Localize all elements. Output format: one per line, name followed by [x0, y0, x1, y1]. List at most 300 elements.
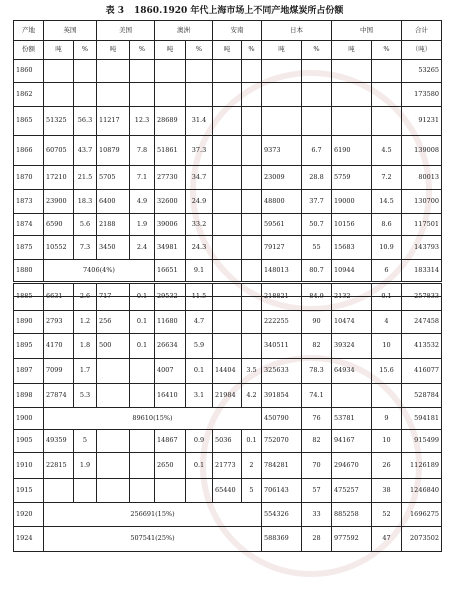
- cell-year: 1924: [14, 527, 44, 552]
- cell-total: 1696275: [402, 503, 442, 527]
- cell-an-p: 2: [242, 453, 262, 479]
- table-row: [14, 503, 442, 527]
- cell-us-p: 12.3: [130, 107, 155, 136]
- cell-jp-p: 28.8: [302, 166, 332, 190]
- cell-au-t: 39006: [155, 214, 186, 236]
- cell-an-p: [242, 236, 262, 260]
- cell-au-t: 4007: [155, 359, 186, 384]
- cell-uk-t: 6590: [44, 214, 74, 236]
- unit-uk-pct: %: [74, 41, 97, 60]
- cell-au-p: [186, 83, 213, 107]
- cell-an-t: [213, 107, 242, 136]
- table-title: 1860.1920 年代上海市场上不同产地煤炭所占份额: [134, 6, 344, 16]
- cell-cn-p: 0.1: [372, 283, 402, 311]
- cell-au-p: 37.3: [186, 136, 213, 166]
- cell-us-p: 7.1: [130, 166, 155, 190]
- cell-us-p: 0.1: [130, 283, 155, 311]
- cell-uk-t: 2793: [44, 311, 74, 334]
- cell-an-p: 3.5: [242, 359, 262, 384]
- cell-jp-t: [262, 60, 302, 83]
- cell-jp-t: 706143: [262, 479, 302, 503]
- cell-uk-p: 18.3: [74, 190, 97, 214]
- cell-uk-p: 43.7: [74, 136, 97, 166]
- cell-cn-p: [372, 107, 402, 136]
- cell-au-p: 9.1: [186, 260, 213, 283]
- cell-an-t: [213, 190, 242, 214]
- cell-total: 257833: [402, 283, 442, 311]
- cell-us-t: 2188: [97, 214, 130, 236]
- table-row: [14, 527, 442, 552]
- cell-uk-p: 1.8: [74, 334, 97, 359]
- cell-us-p: 0.1: [130, 334, 155, 359]
- cell-an-p: [242, 190, 262, 214]
- cell-us-t: 5705: [97, 166, 130, 190]
- cell-uk-p: 5.3: [74, 384, 97, 408]
- header-annam: 安南: [213, 21, 262, 41]
- cell-cn-t: 6190: [332, 136, 372, 166]
- cell-year: 1910: [14, 453, 44, 479]
- cell-jp-t: 48800: [262, 190, 302, 214]
- cell-cn-t: 475257: [332, 479, 372, 503]
- cell-jp-t: 752070: [262, 430, 302, 453]
- cell-jp-t: 23009: [262, 166, 302, 190]
- cell-cn-t: 15683: [332, 236, 372, 260]
- header-us: 美国: [97, 21, 155, 41]
- cell-an-p: [242, 260, 262, 283]
- cell-an-t: 21773: [213, 453, 242, 479]
- cell-an-t: [213, 334, 242, 359]
- cell-us-t: 500: [97, 334, 130, 359]
- cell-jp-p: 33: [302, 503, 332, 527]
- cell-cn-t: 977592: [332, 527, 372, 552]
- unit-us-tons: 吨: [97, 41, 130, 60]
- unit-cn-tons: 吨: [332, 41, 372, 60]
- cell-au-p: 33.2: [186, 214, 213, 236]
- cell-an-t: [213, 214, 242, 236]
- cell-uk-t: [44, 60, 74, 83]
- unit-au-pct: %: [186, 41, 213, 60]
- cell-an-p: [242, 214, 262, 236]
- cell-an-t: [213, 136, 242, 166]
- cell-cn-t: [332, 107, 372, 136]
- table-row: [14, 260, 442, 283]
- cell-year: 1860: [14, 60, 44, 83]
- cell-year: 1895: [14, 334, 44, 359]
- header-china: 中国: [332, 21, 402, 41]
- cell-uk-p: 2.6: [74, 283, 97, 311]
- table-row: [14, 359, 442, 384]
- cell-an-t: [213, 166, 242, 190]
- cell-cn-t: 10156: [332, 214, 372, 236]
- table-caption: [0, 3, 449, 16]
- cell-year: 1862: [14, 83, 44, 107]
- cell-jp-p: 6.7: [302, 136, 332, 166]
- unit-an-tons: 吨: [213, 41, 242, 60]
- cell-au-p: [186, 60, 213, 83]
- cell-cn-p: 10: [372, 334, 402, 359]
- cell-an-p: [242, 60, 262, 83]
- cell-jp-p: 84.9: [302, 283, 332, 311]
- cell-us-t: 717: [97, 283, 130, 311]
- cell-total: 143793: [402, 236, 442, 260]
- cell-cn-t: [332, 60, 372, 83]
- cell-jp-t: 325633: [262, 359, 302, 384]
- cell-uk-t: 23900: [44, 190, 74, 214]
- cell-au-t: 14867: [155, 430, 186, 453]
- cell-year: 1873: [14, 190, 44, 214]
- table-row: [14, 136, 442, 166]
- cell-au-p: 0.1: [186, 453, 213, 479]
- cell-year: 1885: [14, 283, 44, 311]
- cell-cn-t: [332, 83, 372, 107]
- cell-us-p: [130, 430, 155, 453]
- cell-an-p: 0.1: [242, 430, 262, 453]
- unit-an-pct: %: [242, 41, 262, 60]
- table-row: [14, 236, 442, 260]
- cell-jp-t: 588369: [262, 527, 302, 552]
- cell-total: 139008: [402, 136, 442, 166]
- cell-au-t: [155, 60, 186, 83]
- cell-us-p: [130, 479, 155, 503]
- cell-us-t: [97, 60, 130, 83]
- cell-us-p: 7.8: [130, 136, 155, 166]
- cell-an-t: [213, 83, 242, 107]
- cell-jp-t: 59561: [262, 214, 302, 236]
- cell-us-t: 10879: [97, 136, 130, 166]
- cell-uk-p: 5.6: [74, 214, 97, 236]
- table-row: [14, 430, 442, 453]
- cell-uk-t: 7099: [44, 359, 74, 384]
- cell-an-p: [242, 83, 262, 107]
- cell-us-p: 4.9: [130, 190, 155, 214]
- cell-uk-t: 6631: [44, 283, 74, 311]
- cell-an-p: [242, 107, 262, 136]
- cell-uk-t: 22815: [44, 453, 74, 479]
- unit-au-tons: 吨: [155, 41, 186, 60]
- cell-an-t: 21984: [213, 384, 242, 408]
- cell-uk-t: [44, 83, 74, 107]
- cell-us-t: [97, 83, 130, 107]
- cell-an-p: 5: [242, 479, 262, 503]
- cell-jp-t: 218821: [262, 283, 302, 311]
- cell-an-t: 5036: [213, 430, 242, 453]
- cell-au-t: 11680: [155, 311, 186, 334]
- cell-total: 247458: [402, 311, 442, 334]
- cell-year: 1900: [14, 408, 44, 430]
- header-origin: 产地: [14, 21, 44, 41]
- cell-au-t: 34981: [155, 236, 186, 260]
- cell-jp-p: 78.3: [302, 359, 332, 384]
- cell-jp-t: 222255: [262, 311, 302, 334]
- cell-jp-t: 784281: [262, 453, 302, 479]
- cell-jp-t: 79127: [262, 236, 302, 260]
- table-number: 表 3: [105, 6, 125, 16]
- cell-au-p: [186, 479, 213, 503]
- cell-us-p: 1.9: [130, 214, 155, 236]
- cell-uk-p: 1.7: [74, 359, 97, 384]
- header-row: [14, 21, 442, 41]
- table-row: [14, 453, 442, 479]
- cell-cn-t: 19000: [332, 190, 372, 214]
- cell-us-t: 11217: [97, 107, 130, 136]
- cell-cn-t: 53781: [332, 408, 372, 430]
- cell-span5: 89610(15%): [44, 408, 262, 430]
- cell-uk-t: [44, 479, 74, 503]
- unit-jp-pct: %: [302, 41, 332, 60]
- cell-cn-p: 14.5: [372, 190, 402, 214]
- cell-total: 1246840: [402, 479, 442, 503]
- cell-au-p: 31.4: [186, 107, 213, 136]
- cell-uk-p: 7.3: [74, 236, 97, 260]
- cell-year: 1898: [14, 384, 44, 408]
- cell-cn-t: 10944: [332, 260, 372, 283]
- cell-an-p: 4.2: [242, 384, 262, 408]
- cell-us-t: 6400: [97, 190, 130, 214]
- cell-au-p: 11.5: [186, 283, 213, 311]
- cell-year: 1890: [14, 311, 44, 334]
- cell-au-t: 32600: [155, 190, 186, 214]
- table-row: [14, 60, 442, 83]
- cell-au-t: 16651: [155, 260, 186, 283]
- cell-uk-t: 10552: [44, 236, 74, 260]
- cell-year: 1897: [14, 359, 44, 384]
- cell-cn-t: 5759: [332, 166, 372, 190]
- cell-an-t: [213, 60, 242, 83]
- cell-total: 130700: [402, 190, 442, 214]
- cell-uk-p: [74, 60, 97, 83]
- table-row: [14, 384, 442, 408]
- cell-total: 594181: [402, 408, 442, 430]
- cell-an-t: 65440: [213, 479, 242, 503]
- cell-us-t: 3450: [97, 236, 130, 260]
- cell-jp-p: 55: [302, 236, 332, 260]
- cell-uk-p: 1.2: [74, 311, 97, 334]
- cell-an-t: 14404: [213, 359, 242, 384]
- cell-uk-t: 17210: [44, 166, 74, 190]
- cell-uk-p: 56.3: [74, 107, 97, 136]
- cell-au-t: 29532: [155, 283, 186, 311]
- cell-au-p: 4.7: [186, 311, 213, 334]
- cell-cn-t: 94167: [332, 430, 372, 453]
- cell-jp-p: [302, 83, 332, 107]
- cell-au-t: [155, 83, 186, 107]
- cell-an-p: [242, 136, 262, 166]
- cell-an-p: [242, 334, 262, 359]
- cell-us-t: [97, 359, 130, 384]
- cell-span4: 507541(25%): [44, 527, 262, 552]
- cell-an-t: [213, 260, 242, 283]
- coal-share-table: [13, 20, 442, 552]
- table-split-line: [13, 296, 441, 297]
- cell-us-p: [130, 384, 155, 408]
- cell-cn-p: 15.6: [372, 359, 402, 384]
- table-row: [14, 166, 442, 190]
- cell-au-t: 51861: [155, 136, 186, 166]
- table-row: [14, 334, 442, 359]
- cell-uk-t: 27874: [44, 384, 74, 408]
- cell-span4: 256691(15%): [44, 503, 262, 527]
- unit-jp-tons: 吨: [262, 41, 302, 60]
- cell-us-p: [130, 453, 155, 479]
- cell-total: 1126189: [402, 453, 442, 479]
- table-row: [14, 408, 442, 430]
- cell-total: 117501: [402, 214, 442, 236]
- unit-cn-pct: %: [372, 41, 402, 60]
- unit-us-pct: %: [130, 41, 155, 60]
- table-row: [14, 83, 442, 107]
- cell-uk-p: 1.9: [74, 453, 97, 479]
- cell-cn-t: 64934: [332, 359, 372, 384]
- cell-cn-p: 9: [372, 408, 402, 430]
- cell-year: 1875: [14, 236, 44, 260]
- cell-cn-t: 885258: [332, 503, 372, 527]
- cell-uk-t: 4170: [44, 334, 74, 359]
- cell-cn-t: [332, 384, 372, 408]
- cell-uk-t: 60705: [44, 136, 74, 166]
- unit-share: 份额: [14, 41, 44, 60]
- cell-an-t: [213, 311, 242, 334]
- cell-jp-p: 70: [302, 453, 332, 479]
- cell-jp-p: 76: [302, 408, 332, 430]
- cell-cn-t: 294670: [332, 453, 372, 479]
- cell-jp-p: 74.1: [302, 384, 332, 408]
- cell-cn-p: 8.6: [372, 214, 402, 236]
- header-uk: 英国: [44, 21, 97, 41]
- cell-ukus: 7406(4%): [44, 260, 155, 283]
- cell-total: 173580: [402, 83, 442, 107]
- cell-au-t: [155, 479, 186, 503]
- cell-cn-p: [372, 384, 402, 408]
- table-row: [14, 214, 442, 236]
- cell-au-t: 16410: [155, 384, 186, 408]
- cell-au-p: 5.9: [186, 334, 213, 359]
- cell-au-p: 24.9: [186, 190, 213, 214]
- cell-jp-t: 148013: [262, 260, 302, 283]
- cell-cn-p: [372, 60, 402, 83]
- cell-jp-t: 391854: [262, 384, 302, 408]
- table-row: [14, 311, 442, 334]
- cell-year: 1866: [14, 136, 44, 166]
- cell-uk-t: 51325: [44, 107, 74, 136]
- cell-jp-t: 450790: [262, 408, 302, 430]
- cell-cn-p: 52: [372, 503, 402, 527]
- cell-jp-t: 9373: [262, 136, 302, 166]
- cell-uk-p: [74, 83, 97, 107]
- cell-jp-t: 340511: [262, 334, 302, 359]
- cell-au-t: 26634: [155, 334, 186, 359]
- cell-us-t: 256: [97, 311, 130, 334]
- cell-year: 1865: [14, 107, 44, 136]
- cell-total: 183314: [402, 260, 442, 283]
- cell-year: 1920: [14, 503, 44, 527]
- unit-total: （吨）: [402, 41, 442, 60]
- cell-jp-p: 82: [302, 430, 332, 453]
- cell-au-p: 34.7: [186, 166, 213, 190]
- table-row: [14, 107, 442, 136]
- cell-total: 413532: [402, 334, 442, 359]
- cell-au-p: 0.1: [186, 359, 213, 384]
- cell-au-p: 0.9: [186, 430, 213, 453]
- cell-cn-p: 4.5: [372, 136, 402, 166]
- cell-jp-p: 37.7: [302, 190, 332, 214]
- cell-au-p: 24.3: [186, 236, 213, 260]
- cell-cn-p: 26: [372, 453, 402, 479]
- cell-cn-p: 6: [372, 260, 402, 283]
- cell-au-t: 2650: [155, 453, 186, 479]
- cell-total: 53265: [402, 60, 442, 83]
- unit-row: [14, 41, 442, 60]
- cell-jp-p: 57: [302, 479, 332, 503]
- cell-jp-p: [302, 107, 332, 136]
- cell-an-p: [242, 311, 262, 334]
- header-japan: 日本: [262, 21, 332, 41]
- cell-cn-p: 10: [372, 430, 402, 453]
- cell-cn-t: 10474: [332, 311, 372, 334]
- cell-us-p: [130, 83, 155, 107]
- cell-cn-p: 47: [372, 527, 402, 552]
- cell-cn-p: 4: [372, 311, 402, 334]
- table-row: [14, 479, 442, 503]
- cell-us-t: [97, 479, 130, 503]
- cell-total: 2073502: [402, 527, 442, 552]
- table-row: [14, 190, 442, 214]
- cell-year: 1880: [14, 260, 44, 283]
- cell-jp-t: [262, 83, 302, 107]
- cell-total: 528784: [402, 384, 442, 408]
- cell-cn-p: 7.2: [372, 166, 402, 190]
- cell-us-p: [130, 60, 155, 83]
- cell-year: 1870: [14, 166, 44, 190]
- cell-cn-t: 39324: [332, 334, 372, 359]
- cell-cn-p: 10.9: [372, 236, 402, 260]
- unit-uk-tons: 吨: [44, 41, 74, 60]
- cell-total: 416077: [402, 359, 442, 384]
- cell-an-t: [213, 236, 242, 260]
- header-total: 合计: [402, 21, 442, 41]
- cell-au-t: 27730: [155, 166, 186, 190]
- cell-jp-p: 28: [302, 527, 332, 552]
- cell-jp-p: [302, 60, 332, 83]
- cell-uk-p: 21.5: [74, 166, 97, 190]
- cell-us-p: 0.1: [130, 311, 155, 334]
- cell-year: 1915: [14, 479, 44, 503]
- cell-uk-p: 5: [74, 430, 97, 453]
- cell-an-p: [242, 166, 262, 190]
- cell-year: 1905: [14, 430, 44, 453]
- cell-jp-p: 50.7: [302, 214, 332, 236]
- cell-us-t: [97, 453, 130, 479]
- cell-us-p: [130, 359, 155, 384]
- cell-us-p: 2.4: [130, 236, 155, 260]
- cell-total: 915499: [402, 430, 442, 453]
- cell-uk-p: [74, 479, 97, 503]
- cell-au-p: 3.1: [186, 384, 213, 408]
- cell-jp-t: 554326: [262, 503, 302, 527]
- cell-jp-p: 90: [302, 311, 332, 334]
- cell-jp-p: 82: [302, 334, 332, 359]
- cell-year: 1874: [14, 214, 44, 236]
- cell-us-t: [97, 430, 130, 453]
- cell-jp-p: 80.7: [302, 260, 332, 283]
- cell-cn-p: [372, 83, 402, 107]
- cell-cn-t: 2132: [332, 283, 372, 311]
- cell-total: 80013: [402, 166, 442, 190]
- cell-us-t: [97, 384, 130, 408]
- cell-au-t: 28689: [155, 107, 186, 136]
- header-australia: 澳洲: [155, 21, 213, 41]
- cell-jp-t: [262, 107, 302, 136]
- cell-uk-t: 49359: [44, 430, 74, 453]
